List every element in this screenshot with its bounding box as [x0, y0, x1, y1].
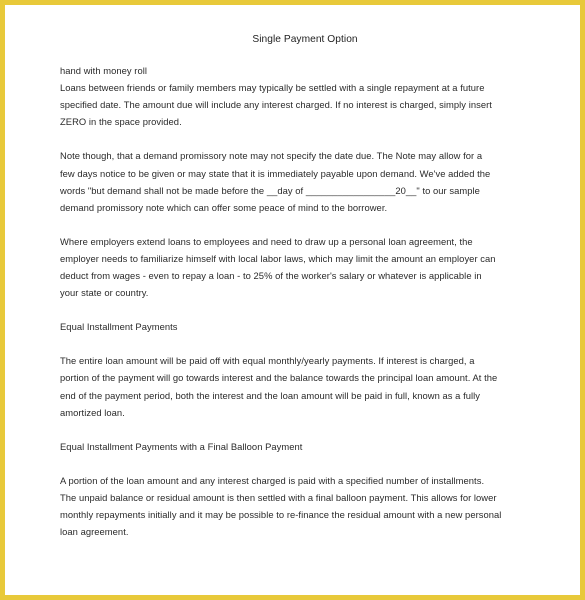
text-line: amortized loan. [60, 406, 125, 418]
text-line: deduct from wages - even to repay a loan - to 25% of the worker's salary or whatever is applicable in [60, 270, 482, 282]
text-line: ZERO in the space provided. [60, 116, 182, 128]
text-line: few days notice to be given or may state that it is immediately payable upon demand. We've added the [60, 167, 491, 179]
text-line: Note though, that a demand promissory note may not specify the date due. The Note may allow for a [60, 150, 483, 162]
text-line: your state or country. [60, 287, 149, 299]
paragraph-employers [60, 233, 540, 301]
text-line: employer needs to familiarize himself with local labor laws, which may limit the amount an employer can [60, 252, 496, 264]
text-line: Where employers extend loans to employees and need to draw up a personal loan agreement, the [60, 235, 473, 247]
text-line: words "but demand shall not be made before the __day of _________________20__" to our sample [60, 184, 480, 196]
text-line: loan agreement. [60, 526, 129, 538]
text-line: portion of the payment will go towards interest and the balance towards the principal loan amount. At the [60, 372, 498, 384]
paragraph-demand-note [60, 147, 540, 215]
text-line: demand promissory note which can offer some peace of mind to the borrower. [60, 201, 388, 213]
text-line: A portion of the loan amount and any interest charged is paid with a specified number of installments. [60, 474, 485, 486]
paragraph-equal-installment [60, 352, 540, 420]
text-line: Loans between friends or family members may typically be settled with a single repayment at a future [60, 82, 485, 94]
text-line: specified date. The amount due will include any interest charged. If no interest is charged, simply insert [60, 99, 492, 111]
text-line: end of the payment period, both the interest and the loan amount will be paid in full, known as a fully [60, 389, 480, 401]
paragraph-single-payment [60, 62, 540, 130]
text-line: hand with money roll [60, 65, 147, 77]
text-line: monthly repayments initially and it may be possible to re-finance the residual amount with a new personal [60, 508, 502, 520]
document-title: Single Payment Option [252, 34, 358, 45]
document-page [60, 31, 540, 557]
text-line: The entire loan amount will be paid off with equal monthly/yearly payments. If interest is charged, a [60, 355, 475, 367]
paragraph-balloon-payment [60, 472, 540, 540]
heading-equal-installment: Equal Installment Payments [60, 321, 178, 333]
heading-balloon-payment: Equal Installment Payments with a Final Balloon Payment [60, 440, 303, 452]
text-line: The unpaid balance or residual amount is then settled with a final balloon payment. This allows for lower [60, 491, 497, 503]
